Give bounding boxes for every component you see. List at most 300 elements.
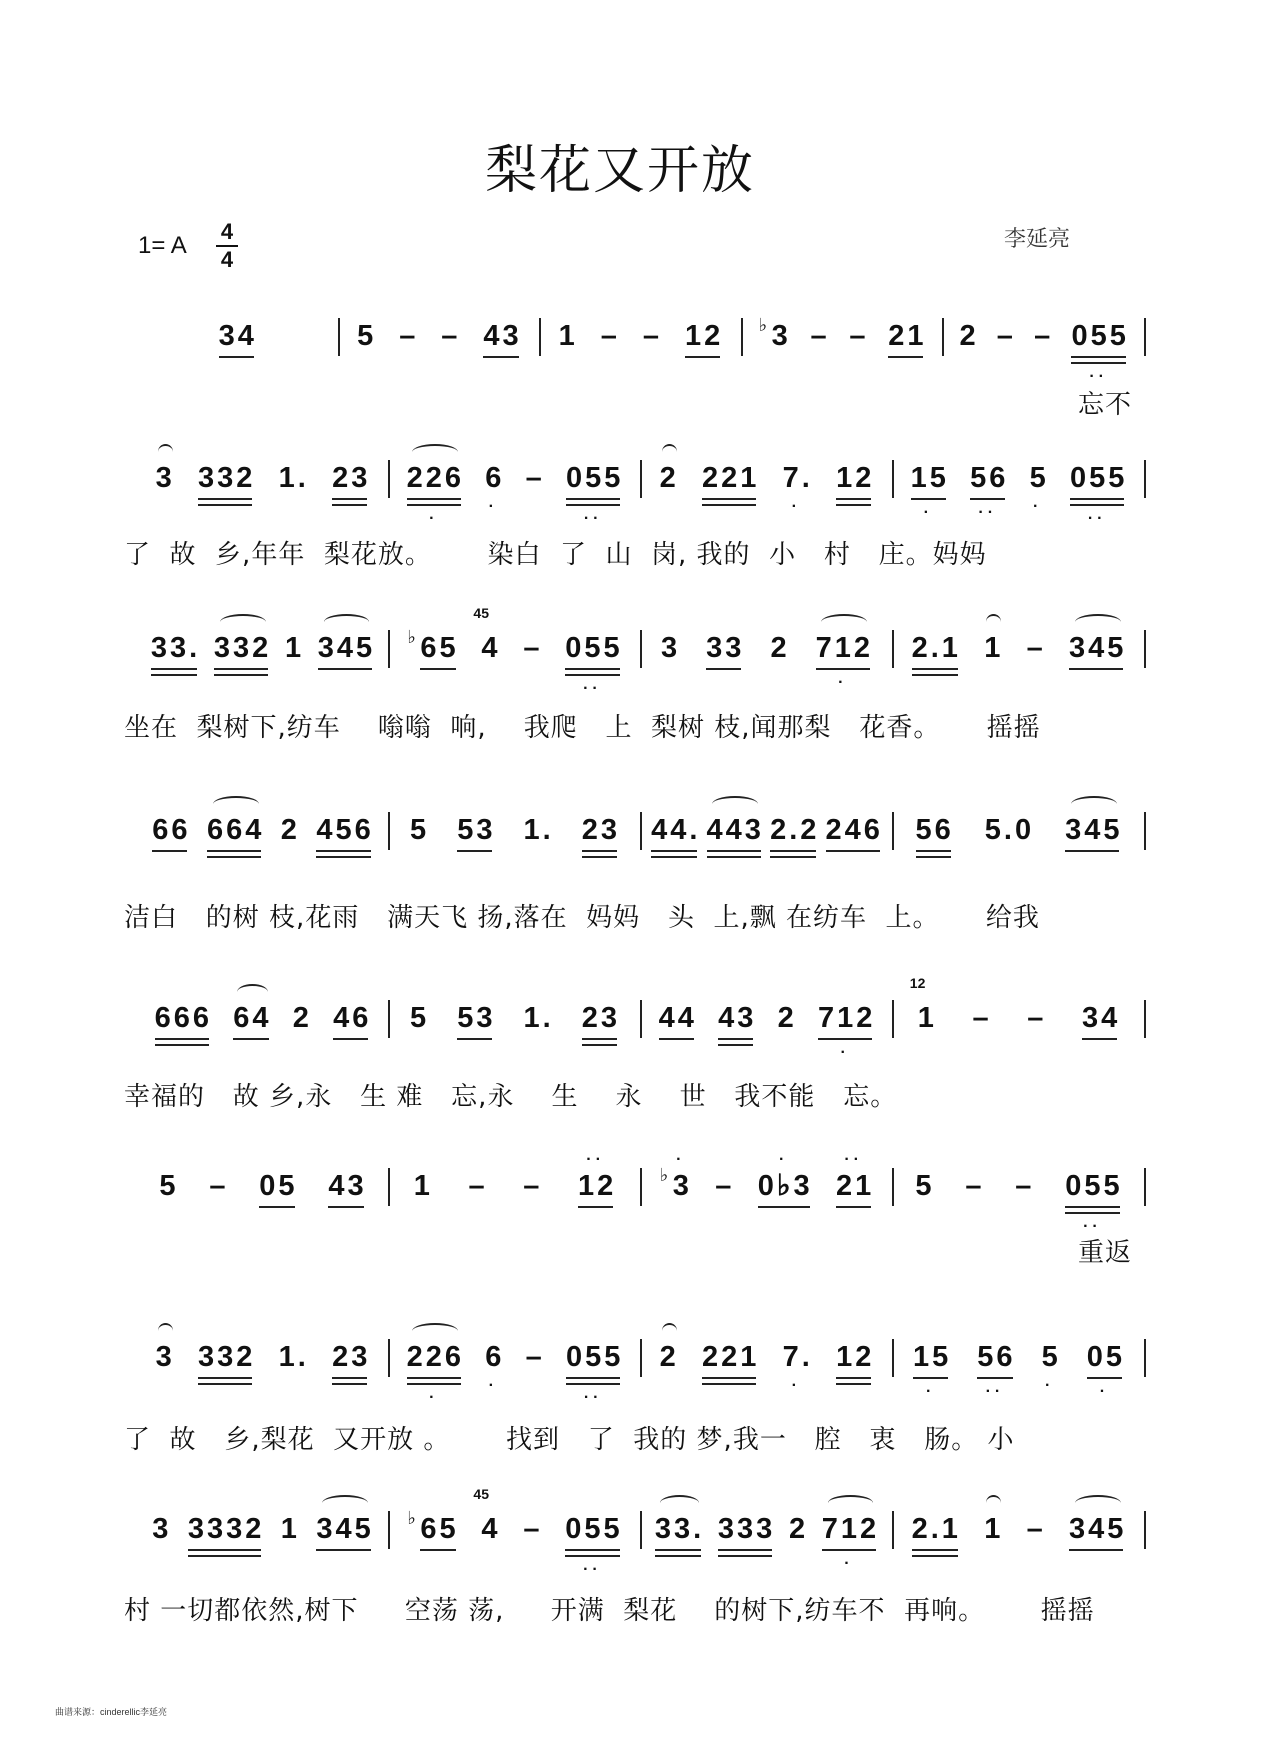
flat-icon: ♭ bbox=[659, 1165, 669, 1185]
underline-beam bbox=[1070, 498, 1124, 500]
underline-beam bbox=[685, 356, 720, 358]
high-octave-dot: · bbox=[676, 1155, 686, 1165]
underline-beam bbox=[316, 856, 370, 858]
underline-beam bbox=[188, 1555, 262, 1557]
note-text: 1 bbox=[558, 320, 578, 352]
barline bbox=[1144, 1511, 1146, 1549]
note-text: 055 bbox=[565, 1341, 624, 1373]
note-group bbox=[156, 458, 175, 498]
slur-mark bbox=[412, 444, 458, 460]
note-text: 712 bbox=[821, 1513, 880, 1545]
note-text: 56 bbox=[915, 814, 954, 846]
note-group bbox=[826, 810, 883, 850]
time-signature bbox=[216, 220, 238, 272]
underline-beam bbox=[407, 498, 461, 500]
note-group bbox=[916, 810, 954, 850]
slur-mark bbox=[821, 614, 867, 630]
note-group bbox=[152, 1509, 171, 1549]
underline-beam bbox=[198, 1377, 252, 1379]
underline-beam bbox=[916, 850, 951, 852]
low-octave-dot: ·· bbox=[583, 1565, 602, 1575]
measure bbox=[138, 1166, 388, 1226]
note-group bbox=[706, 628, 744, 668]
note-group bbox=[156, 1337, 175, 1377]
composer: 李延亮 bbox=[1004, 227, 1071, 252]
staff-line bbox=[138, 458, 1146, 524]
note-text: 34 bbox=[1081, 1002, 1121, 1034]
note-group bbox=[655, 1509, 704, 1549]
slur-mark bbox=[324, 614, 370, 630]
low-octave-dot: · bbox=[840, 1048, 850, 1058]
note-group bbox=[214, 628, 271, 668]
note-group bbox=[1071, 316, 1129, 382]
note-text: 56 bbox=[970, 462, 1009, 494]
note-group bbox=[473, 605, 501, 668]
measure bbox=[642, 810, 892, 870]
slur-mark bbox=[322, 1495, 368, 1511]
underline-beam bbox=[1069, 668, 1123, 670]
underline-beam bbox=[836, 1383, 871, 1385]
note-text: 21 bbox=[888, 320, 927, 352]
note-text: 23 bbox=[581, 1002, 620, 1034]
note-group bbox=[483, 316, 521, 356]
dash-extension bbox=[849, 316, 868, 356]
note-text: 12 bbox=[836, 1341, 875, 1373]
note-group bbox=[406, 1337, 464, 1403]
note-text: 7. bbox=[782, 462, 813, 494]
staff-line bbox=[138, 315, 1146, 382]
underline-beam bbox=[332, 504, 367, 506]
note-text: 12 bbox=[836, 462, 875, 494]
underline-beam bbox=[651, 850, 697, 852]
note-group bbox=[151, 628, 200, 668]
note-group bbox=[821, 1509, 880, 1569]
note-text: 443 bbox=[706, 814, 764, 846]
measure bbox=[642, 1155, 892, 1226]
underline-beam bbox=[155, 1044, 209, 1046]
underline-beam bbox=[702, 504, 756, 506]
slur-mark bbox=[1071, 796, 1117, 812]
measure bbox=[390, 1486, 640, 1575]
underline-beam bbox=[1065, 850, 1119, 852]
note-group bbox=[285, 628, 304, 668]
note-text: 1. bbox=[278, 462, 309, 494]
note-group bbox=[293, 998, 312, 1038]
underline-beam bbox=[565, 1555, 619, 1557]
note-group bbox=[912, 628, 961, 668]
dash-extension bbox=[523, 1166, 542, 1206]
note-text: 12 bbox=[577, 1170, 617, 1202]
note-group bbox=[219, 316, 257, 356]
barline bbox=[1144, 460, 1146, 498]
low-octave-dot: · bbox=[791, 1381, 801, 1391]
note-text: 332 bbox=[198, 462, 256, 494]
grace-notes: 12 bbox=[909, 975, 926, 991]
underline-beam bbox=[826, 850, 880, 852]
note-group bbox=[660, 458, 679, 498]
underline-beam bbox=[977, 1377, 1012, 1379]
dash-extension bbox=[209, 1166, 228, 1206]
slur-mark bbox=[712, 796, 758, 812]
underline-beam bbox=[318, 668, 372, 670]
underline-beam bbox=[770, 856, 816, 858]
dash-extension bbox=[441, 316, 460, 356]
note-text: – bbox=[996, 320, 1016, 352]
note-group bbox=[685, 316, 723, 356]
underline-beam bbox=[566, 498, 620, 500]
dash-extension bbox=[643, 316, 662, 356]
underline-beam bbox=[816, 668, 870, 670]
note-text: 055 bbox=[1065, 1170, 1123, 1202]
note-text: 5 bbox=[410, 814, 430, 846]
measure bbox=[541, 316, 741, 376]
measure bbox=[894, 458, 1144, 524]
underline-beam bbox=[188, 1549, 262, 1551]
underline-beam bbox=[420, 1549, 455, 1551]
slur-mark bbox=[986, 614, 1001, 630]
barline bbox=[1144, 812, 1146, 850]
footer-source: 曲谱来源：cinderellic李延亮 bbox=[55, 1707, 168, 1717]
underline-beam bbox=[758, 1206, 810, 1208]
measure bbox=[138, 316, 338, 376]
note-group bbox=[559, 316, 578, 356]
underline-beam bbox=[912, 674, 958, 676]
note-group bbox=[159, 1166, 178, 1206]
underline-beam bbox=[718, 1549, 772, 1551]
low-octave-dot: · bbox=[429, 1393, 439, 1403]
note-text: 2 bbox=[777, 1002, 797, 1034]
note-group bbox=[565, 458, 624, 524]
underline-beam bbox=[565, 1549, 619, 1551]
underline-beam bbox=[1082, 1038, 1117, 1040]
note-text: – bbox=[523, 632, 543, 664]
lyric-line: 重返 bbox=[1077, 1238, 1132, 1268]
note-text: 055 bbox=[1071, 320, 1129, 352]
underline-beam bbox=[207, 850, 261, 852]
underline-beam bbox=[483, 356, 518, 358]
underline-beam bbox=[332, 1383, 367, 1385]
note-group bbox=[789, 1509, 808, 1549]
underline-beam bbox=[718, 1038, 753, 1040]
note-text: 332 bbox=[198, 1341, 256, 1373]
underline-beam bbox=[582, 1038, 617, 1040]
note-group bbox=[970, 458, 1009, 518]
lyric-line: 村 一切都依然,树下 空荡 荡, 开满 梨花 的树下,纺车不 再响。 摇摇 bbox=[124, 1596, 1095, 1626]
note-text: 64 bbox=[233, 1002, 272, 1034]
barline bbox=[1144, 318, 1146, 356]
slur-mark bbox=[213, 796, 259, 812]
dash-extension bbox=[526, 458, 545, 498]
note-text: 3 bbox=[771, 320, 791, 352]
underline-beam bbox=[152, 850, 187, 852]
flat-icon: ♭ bbox=[407, 1508, 416, 1528]
note-text: – bbox=[525, 462, 545, 494]
underline-beam bbox=[151, 674, 197, 676]
underline-beam bbox=[912, 1549, 958, 1551]
underline-beam bbox=[328, 1206, 363, 1208]
underline-beam bbox=[1087, 1377, 1122, 1379]
note-text: 23 bbox=[332, 1341, 371, 1373]
note-group bbox=[959, 316, 978, 356]
lyric-line: 了 故 乡,梨花 又开放 。 找到 了 我的 梦,我一 腔 衷 肠。 小 bbox=[124, 1425, 1015, 1455]
note-text: – bbox=[1015, 1170, 1035, 1202]
low-octave-dot: · bbox=[488, 1381, 498, 1391]
dash-extension bbox=[715, 1166, 734, 1206]
note-text: – bbox=[965, 1170, 985, 1202]
staff-line bbox=[138, 810, 1146, 870]
note-group bbox=[912, 1509, 961, 1549]
note-text: 5 bbox=[915, 1170, 935, 1202]
underline-beam bbox=[706, 668, 741, 670]
note-text: 1 bbox=[984, 632, 1004, 664]
note-text: – bbox=[399, 320, 419, 352]
underline-beam bbox=[233, 1038, 268, 1040]
note-group bbox=[660, 1337, 679, 1377]
note-group bbox=[1029, 458, 1049, 512]
barline bbox=[1144, 630, 1146, 668]
note-text: 4 bbox=[481, 632, 501, 664]
note-group bbox=[485, 458, 505, 512]
note-group bbox=[909, 975, 937, 1038]
low-octave-dot: · bbox=[1033, 502, 1043, 512]
measure bbox=[138, 1509, 388, 1569]
underline-beam bbox=[1071, 356, 1125, 358]
note-group bbox=[817, 998, 876, 1058]
staff-line bbox=[138, 975, 1146, 1058]
note-text: 055 bbox=[565, 632, 623, 664]
note-text: 1 bbox=[280, 1513, 300, 1545]
underline-beam bbox=[407, 1377, 461, 1379]
underline-beam bbox=[702, 1383, 756, 1385]
barline bbox=[1144, 1339, 1146, 1377]
high-octave-dot: ·· bbox=[586, 1155, 605, 1165]
dash-extension bbox=[523, 628, 542, 668]
note-group bbox=[718, 1509, 775, 1549]
dash-extension bbox=[601, 316, 620, 356]
low-octave-dot: ·· bbox=[1083, 1222, 1102, 1232]
measure bbox=[390, 1155, 640, 1226]
note-text: 0♭3 bbox=[757, 1170, 813, 1202]
note-group bbox=[188, 1509, 265, 1549]
slur-mark bbox=[412, 1323, 458, 1339]
note-text: 2 bbox=[770, 632, 790, 664]
underline-beam bbox=[655, 1549, 701, 1551]
note-text: 5 bbox=[159, 1170, 179, 1202]
slur-mark bbox=[986, 1495, 1001, 1511]
note-group bbox=[1041, 1337, 1061, 1391]
note-group bbox=[888, 316, 926, 356]
song-title: 梨花又开放 bbox=[484, 141, 755, 201]
note-text: 1. bbox=[523, 814, 554, 846]
note-group bbox=[332, 458, 370, 498]
low-octave-dot: ·· bbox=[583, 684, 602, 694]
measure bbox=[138, 998, 388, 1058]
note-text: – bbox=[600, 320, 620, 352]
underline-beam bbox=[198, 1383, 252, 1385]
note-text: 66 bbox=[152, 814, 191, 846]
note-text: – bbox=[468, 1170, 488, 1202]
note-text: – bbox=[441, 320, 461, 352]
note-text: 44 bbox=[658, 1002, 697, 1034]
note-text: 332 bbox=[213, 632, 272, 664]
note-group bbox=[759, 316, 791, 356]
note-text: 21 bbox=[836, 1170, 875, 1202]
staff-line bbox=[138, 605, 1146, 694]
note-text: 221 bbox=[702, 1341, 760, 1373]
underline-beam bbox=[151, 668, 197, 670]
measure bbox=[138, 1337, 388, 1397]
underline-beam bbox=[1070, 504, 1124, 506]
underline-beam bbox=[565, 674, 619, 676]
note-group bbox=[577, 1155, 617, 1206]
underline-beam bbox=[578, 1206, 613, 1208]
low-octave-dot: · bbox=[923, 508, 933, 518]
note-group bbox=[407, 628, 458, 668]
note-group bbox=[1069, 628, 1126, 668]
dash-extension bbox=[1027, 998, 1046, 1038]
note-text: 05 bbox=[1086, 1341, 1125, 1373]
dash-extension bbox=[399, 316, 418, 356]
note-text: 1 bbox=[284, 632, 305, 664]
note-text: 5 bbox=[1029, 462, 1049, 494]
underline-beam bbox=[659, 1038, 694, 1040]
time-signature-top: 4 bbox=[220, 219, 234, 244]
note-group bbox=[279, 1337, 309, 1377]
measure bbox=[390, 810, 640, 870]
slur-mark bbox=[828, 1495, 874, 1511]
measure bbox=[138, 810, 388, 870]
dash-extension bbox=[469, 1166, 488, 1206]
note-group bbox=[328, 1166, 366, 1206]
underline-beam bbox=[198, 504, 252, 506]
underline-beam bbox=[702, 1377, 756, 1379]
note-text: – bbox=[523, 1513, 543, 1545]
note-text: 65 bbox=[420, 1513, 459, 1545]
note-group bbox=[259, 1166, 297, 1206]
note-text: 3 bbox=[661, 632, 681, 664]
note-text: 055 bbox=[1069, 462, 1128, 494]
note-group bbox=[565, 1509, 623, 1575]
note-group bbox=[457, 998, 495, 1038]
underline-beam bbox=[718, 1044, 753, 1046]
underline-beam bbox=[707, 856, 761, 858]
lyric-line: 洁白 的树 枝,花雨 满天飞 扬,落在 妈妈 头 上,飘 在纺车 上。 给我 bbox=[124, 903, 1040, 933]
dash-extension bbox=[1027, 628, 1046, 668]
slur-mark bbox=[158, 1323, 173, 1339]
note-text: 33. bbox=[654, 1513, 705, 1545]
dash-extension bbox=[997, 316, 1016, 356]
note-group bbox=[815, 628, 873, 688]
note-text: 5.0 bbox=[984, 814, 1035, 846]
note-group bbox=[198, 1337, 255, 1377]
note-group bbox=[913, 1337, 952, 1397]
measure bbox=[642, 998, 892, 1058]
low-octave-dot: ·· bbox=[583, 514, 603, 524]
low-octave-dot: · bbox=[1044, 1381, 1055, 1391]
underline-beam bbox=[259, 1206, 294, 1208]
note-text: 2 bbox=[292, 1002, 312, 1034]
note-text: 46 bbox=[333, 1002, 372, 1034]
note-text: 345 bbox=[317, 632, 376, 664]
note-group bbox=[281, 810, 300, 850]
note-text: 1 bbox=[984, 1513, 1004, 1545]
note-text: 2.2 bbox=[770, 814, 820, 846]
note-text: 53 bbox=[457, 814, 496, 846]
underline-beam bbox=[818, 1038, 872, 1040]
underline-beam bbox=[1065, 1212, 1119, 1214]
note-text: 345 bbox=[316, 1513, 374, 1545]
low-octave-dot: ·· bbox=[1087, 514, 1107, 524]
underline-beam bbox=[214, 668, 268, 670]
note-group bbox=[661, 628, 680, 668]
slur-mark bbox=[158, 444, 173, 460]
low-octave-dot: · bbox=[429, 514, 439, 524]
underline-beam bbox=[655, 1555, 701, 1557]
note-text: 345 bbox=[1065, 814, 1123, 846]
barline bbox=[1144, 1000, 1146, 1038]
note-text: 345 bbox=[1068, 632, 1127, 664]
underline-beam bbox=[718, 1555, 772, 1557]
underline-beam bbox=[582, 850, 617, 852]
underline-beam bbox=[316, 1549, 370, 1551]
note-text: 226 bbox=[406, 462, 464, 494]
underline-beam bbox=[836, 504, 871, 506]
note-text: 712 bbox=[815, 632, 873, 664]
note-text: 2 bbox=[788, 1513, 809, 1545]
note-text: 456 bbox=[316, 814, 374, 846]
dash-extension bbox=[526, 1337, 545, 1377]
note-group bbox=[582, 998, 620, 1038]
staff-line bbox=[138, 1486, 1146, 1575]
note-group bbox=[406, 458, 464, 524]
note-text: 226 bbox=[406, 1341, 464, 1373]
underline-beam bbox=[911, 498, 946, 500]
underline-beam bbox=[565, 668, 619, 670]
grace-notes: 45 bbox=[473, 1486, 489, 1502]
underline-beam bbox=[566, 1377, 620, 1379]
note-group bbox=[410, 998, 429, 1038]
note-group bbox=[985, 810, 1034, 850]
grace-notes: 45 bbox=[473, 605, 489, 621]
measure bbox=[642, 1509, 892, 1569]
dash-extension bbox=[523, 1509, 542, 1549]
note-group bbox=[414, 1166, 433, 1206]
note-group bbox=[318, 628, 375, 668]
low-octave-dot: · bbox=[1099, 1387, 1110, 1397]
note-text: 2 bbox=[959, 320, 979, 352]
underline-beam bbox=[836, 498, 871, 500]
underline-beam bbox=[707, 850, 761, 852]
note-text: 15 bbox=[910, 462, 949, 494]
note-group bbox=[757, 1155, 813, 1206]
note-text: 2.1 bbox=[911, 1513, 961, 1545]
note-text: – bbox=[642, 320, 663, 352]
note-group bbox=[778, 998, 797, 1038]
note-text: 3 bbox=[155, 462, 175, 494]
note-text: – bbox=[849, 320, 869, 352]
measure bbox=[743, 316, 943, 376]
note-text: 221 bbox=[702, 462, 760, 494]
note-group bbox=[836, 1337, 874, 1377]
note-text: 2 bbox=[280, 814, 300, 846]
note-group bbox=[316, 1509, 373, 1549]
note-text: 15 bbox=[913, 1341, 952, 1373]
low-octave-dot: · bbox=[488, 502, 498, 512]
note-text: 664 bbox=[206, 814, 265, 846]
note-text: 1. bbox=[278, 1341, 309, 1373]
note-group bbox=[457, 810, 495, 850]
slur-mark bbox=[1075, 1495, 1121, 1511]
